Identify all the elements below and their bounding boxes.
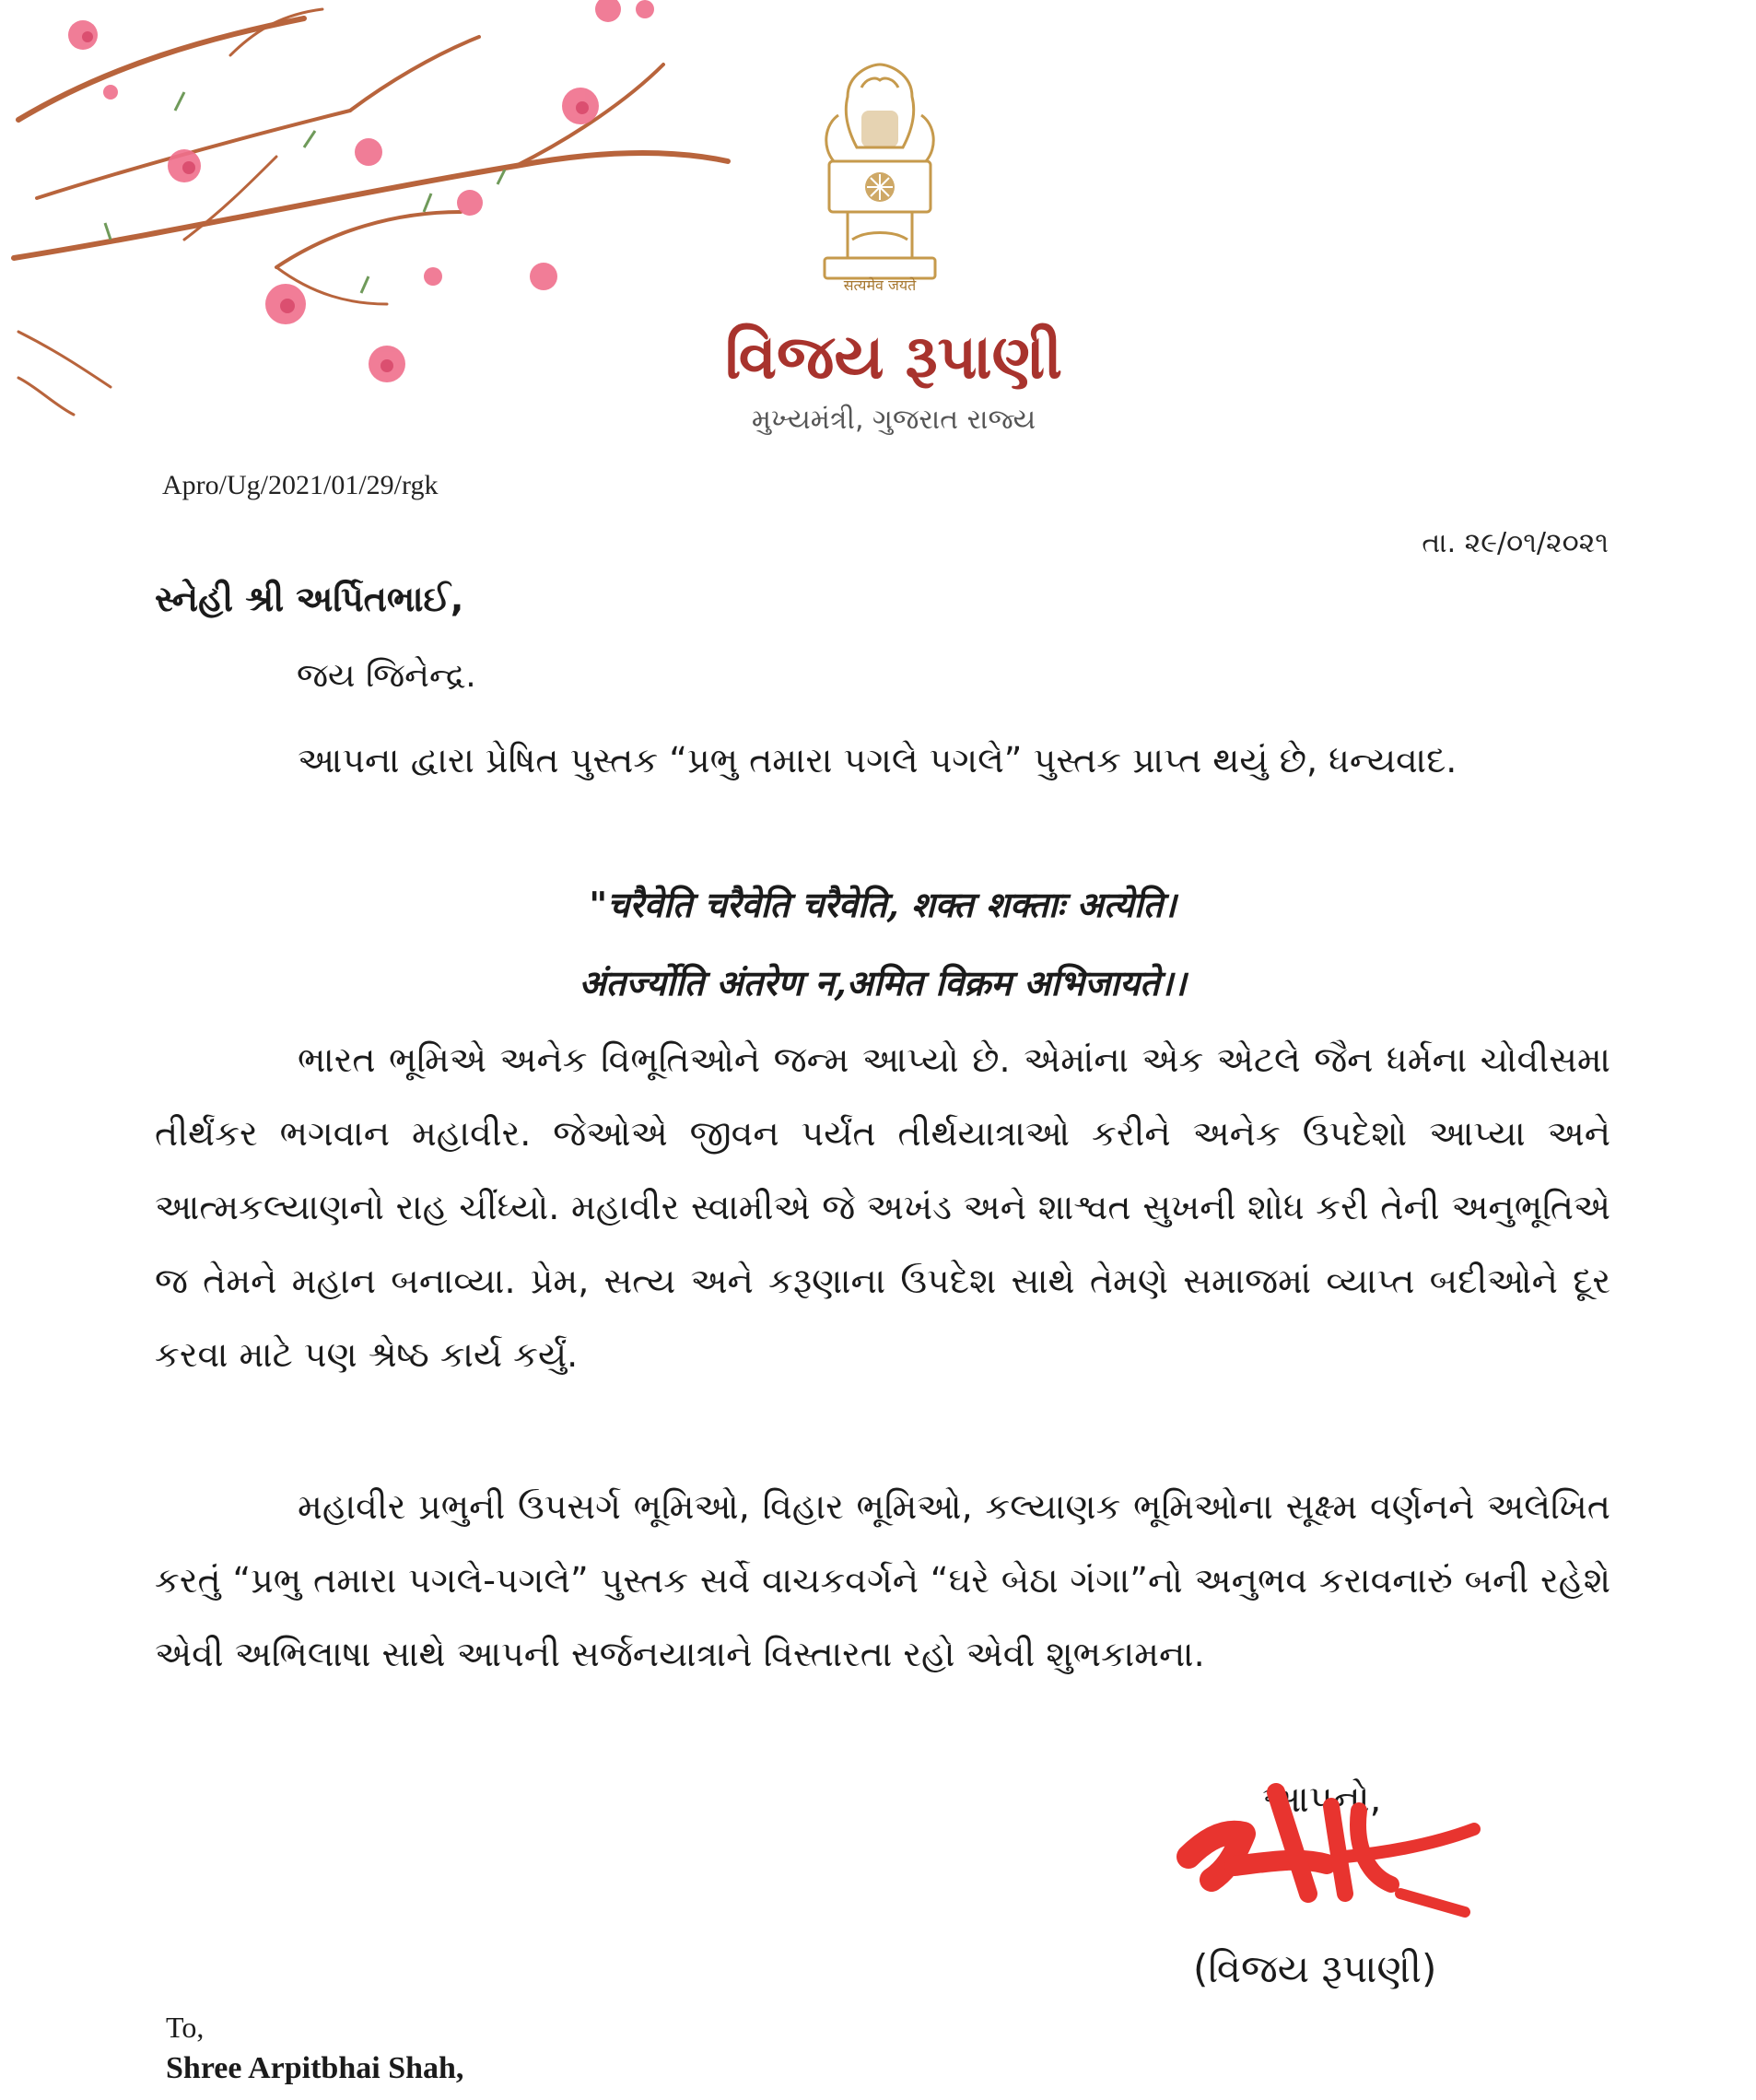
emblem-motto: सत्यमेव जयते: [843, 276, 917, 294]
recipient-name: Shree Arpitbhai Shah,: [166, 2051, 464, 2085]
verse-line-2: अंतर्ज्योति अंतरेण न,अमित विक्रम अभिजायते।।: [579, 962, 1187, 1003]
paragraph-mahavir: ભારત ભૂમિએ અનેક વિભૂતિઓને જન્મ આપ્યો છે. એમાંના એક એટલે જૈન ધર્મના ચોવીસમા તીર્થંકર ભગવાન મહાવીર. જેઓએ જીવન પર્યંત તીર્થયાત્રાઓ કરીને અનેક ઉપદેશો આપ્યા અને આત્મકલ્યાણનો રાહ ચીંધ્યો. મહાવીર સ્વામીએ જે અખંડ અને શાશ્વત સુખની શોધ કરી તેની અનુભૂતિએ જ તેમને મહાન બનાવ્યા. પ્રેમ, સત્ય અને કરૂણાના ઉપદેશ સાથે તેમણે સમાજમાં વ્યાપ્ત બદીઓને દૂર કરવા માટે પણ શ્રેષ્ઠ કાર્ય કર્યું.: [155, 1039, 1610, 1375]
paragraph-acknowledgement: આપના દ્વારા પ્રેષિત પુસ્તક “પ્રભુ તમારા પગલે પગલે” પુસ્તક પ્રાપ્ત થયું છે, ધન્યવાદ.: [298, 740, 1457, 780]
signatory-name: (વિજય રૂપાણી): [1193, 1946, 1437, 1991]
verse-line-1: "चरैवेति चरैवेति चरैवेति, शक्त शक्ताः अत्येति।: [589, 884, 1177, 925]
greeting: જય જિનેન્દ્ર.: [297, 657, 476, 695]
closing-phrase: આપનો,: [1262, 1778, 1382, 1821]
ashoka-emblem-icon: [811, 60, 949, 295]
letterhead-name: વિજય રૂપાણી: [724, 322, 1063, 393]
reference-number: Apro/Ug/2021/01/29/rgk: [162, 470, 439, 500]
letter-date: તા. ૨૯/૦૧/૨૦૨૧: [1422, 527, 1609, 559]
paragraph-wishes: મહાવીર પ્રભુની ઉપસર્ગ ભૂમિઓ, વિહાર ભૂમિઓ, કલ્યાણક ભૂમિઓના સૂક્ષ્મ વર્ણનને અલેખિત કરતું “પ્રભુ તમારા પગલે-પગલે” પુસ્તક સર્વે વાચકવર્ગને “ઘરે બેઠા ગંગા”નો અનુભવ કરાવનારું બની રહેશે એવી અભિલાષા સાથે આપની સર્જનયાત્રાને વિસ્તારતા રહો એવી શુભકામના.: [155, 1486, 1610, 1674]
handwritten-signature: [1170, 1755, 1502, 1930]
letterhead-designation: મુખ્યમંત્રી, ગુજરાત રાજ્ય: [751, 404, 1036, 436]
address-to: To,: [166, 2011, 205, 2044]
salutation: સ્નેહી શ્રી અર્પિતભાઈ,: [155, 579, 464, 619]
